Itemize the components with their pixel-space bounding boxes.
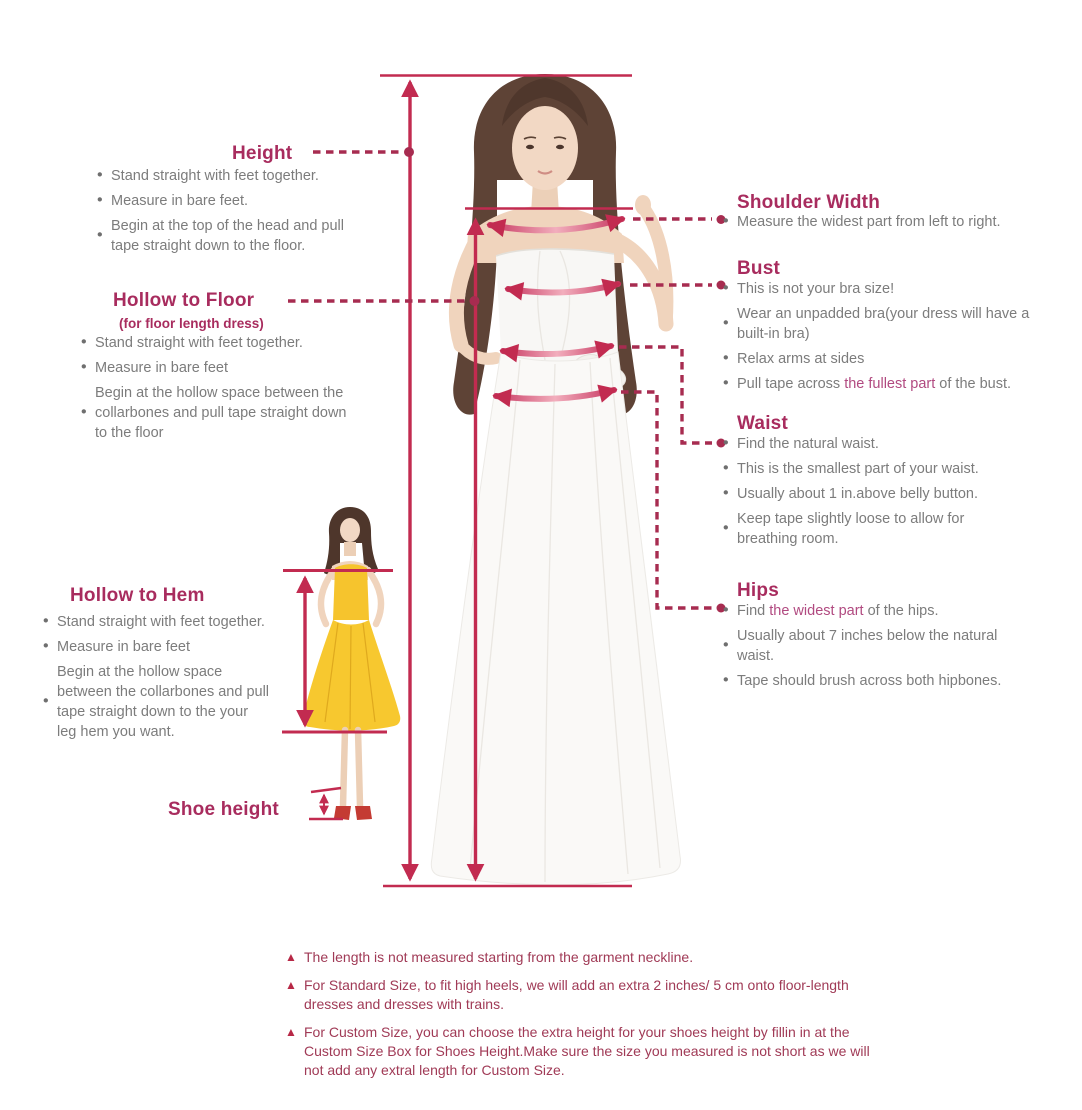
waist-bullet <box>722 509 1022 549</box>
bullet-text: of the bust. <box>935 376 1012 392</box>
small-figure-illustration <box>303 507 400 820</box>
waist-bullet <box>722 434 1022 454</box>
hollow-to-floor-bullets <box>80 333 348 448</box>
hollow-to-floor-bullet <box>80 358 348 378</box>
waist-bullets <box>722 434 1022 554</box>
hollow-to-hem-bullet <box>42 612 270 632</box>
main-figure-illustration <box>431 74 680 885</box>
bullet-text: Usually about 1 in.above belly button. <box>737 486 979 502</box>
bullet-text: This is the smallest part of your waist. <box>737 461 979 477</box>
shoulder-width-bullet-list <box>722 212 1052 232</box>
note-item <box>285 1023 877 1080</box>
notes-list <box>285 948 877 1080</box>
highlighted-text: the fullest part <box>844 376 936 392</box>
bust-bullet <box>722 374 1038 394</box>
bust-title: Bust <box>737 258 781 279</box>
bust-bullet <box>722 279 1038 299</box>
height-bullet-list <box>96 166 374 256</box>
hollow-to-hem-bullets <box>42 612 270 747</box>
hollow-to-floor-connector-dot <box>470 296 480 306</box>
notes-section <box>285 948 877 1089</box>
hollow-to-floor-bullet <box>80 383 348 443</box>
bullet-text: Measure in bare feet <box>95 360 228 376</box>
warning-triangle-icon: ▲ <box>285 978 297 993</box>
hips-bullet <box>722 671 1038 691</box>
bullet-text: For Standard Size, to fit high heels, we will add an extra 2 inches/ 5 cm onto floor-length dresses and dresses with trains. <box>304 977 849 1013</box>
main-figure-face <box>512 106 578 190</box>
hollow-to-hem-bullet <box>42 662 270 742</box>
bullet-text: Usually about 7 inches below the natural waist. <box>737 628 998 664</box>
section-height <box>232 141 292 167</box>
bullet-text: Measure in bare feet. <box>111 193 249 209</box>
bullet-text: Wear an unpadded bra(your dress will have a built-in bra) <box>737 306 1030 342</box>
bullet-text: This is not your bra size! <box>737 281 895 297</box>
bust-bullet-list <box>722 279 1038 394</box>
note-item <box>285 976 877 1014</box>
bullet-text: Begin at the hollow space between the collarbones and pull tape straight down to the floor <box>95 385 347 441</box>
small-figure-dress-bodice <box>333 564 369 620</box>
height-bullet <box>96 191 374 211</box>
bullet-text: Begin at the hollow space between the collarbones and pull tape straight down to the your leg hem you want. <box>57 664 270 740</box>
bullet-text: Find <box>737 603 770 619</box>
bullet-text: Stand straight with feet together. <box>111 168 319 184</box>
shoulder-width-bullet <box>722 212 1052 232</box>
waist-bullet-list <box>722 434 1022 549</box>
bullet-text: For Custom Size, you can choose the extra height for your shoes height by fillin in at the Custom Size Box for Shoes Height.Make sure the size you measured is not short as we will not add any extral length for Custom Size. <box>304 1024 870 1079</box>
shoe-height-top-line <box>311 788 341 792</box>
warning-triangle-icon: ▲ <box>285 950 297 964</box>
waist-bullet <box>722 459 1022 479</box>
hollow-to-hem-title: Hollow to Hem <box>70 585 205 606</box>
warning-triangle-icon: ▲ <box>285 1025 297 1040</box>
bullet-text: Find the natural waist. <box>737 436 879 452</box>
bullet-text: Pull tape across <box>737 376 845 392</box>
waist-bullet <box>722 484 1022 504</box>
note-item <box>285 948 877 967</box>
height-title: Height <box>232 143 293 164</box>
hips-title: Hips <box>737 580 779 601</box>
bullet-text: Stand straight with feet together. <box>95 335 303 351</box>
hollow-to-floor-bullet <box>80 333 348 353</box>
section-hollow-to-floor <box>113 288 264 334</box>
bullet-text: Tape should brush across both hipbones. <box>737 673 1002 689</box>
bullet-text: Begin at the top of the head and pull tape straight down to the floor. <box>111 218 344 254</box>
hollow-to-hem-bullet <box>42 637 270 657</box>
bullet-text: Measure in bare feet <box>57 639 190 655</box>
small-figure-dress-skirt <box>303 620 400 731</box>
height-bullet <box>96 166 374 186</box>
bust-bullets <box>722 279 1038 399</box>
hollow-to-hem-bullet-list <box>42 612 270 742</box>
bullet-text: The length is not measured starting from the garment neckline. <box>304 949 694 965</box>
bust-bullet <box>722 349 1038 369</box>
bullet-text: Stand straight with feet together. <box>57 614 265 630</box>
hips-bullets <box>722 601 1038 696</box>
hips-bullet <box>722 626 1038 666</box>
hollow-to-floor-subtitle: (for floor length dress) <box>119 316 264 332</box>
small-figure-face <box>340 518 360 542</box>
highlighted-text: the widest part <box>769 603 864 619</box>
height-bullet <box>96 216 374 256</box>
hips-bullet <box>722 601 1038 621</box>
shoulder-width-title: Shoulder Width <box>737 192 880 213</box>
section-hollow-to-hem <box>70 583 205 609</box>
bullet-text: Measure the widest part from left to right. <box>737 214 1001 230</box>
hollow-to-floor-title: Hollow to Floor <box>113 290 255 311</box>
height-bullets <box>96 166 374 261</box>
shoe-height-title: Shoe height <box>168 799 279 820</box>
main-figure-dress-skirt <box>431 352 680 885</box>
hollow-to-floor-bullet-list <box>80 333 348 443</box>
waist-title: Waist <box>737 413 788 434</box>
section-shoe-height <box>168 797 279 823</box>
bust-bullet <box>722 304 1038 344</box>
shoulder-width-bullets <box>722 212 1052 237</box>
bullet-text: of the hips. <box>863 603 939 619</box>
bullet-text: Relax arms at sides <box>737 351 865 367</box>
height-connector-dot <box>404 147 414 157</box>
hips-bullet-list <box>722 601 1038 691</box>
bullet-text: Keep tape slightly loose to allow for breathing room. <box>737 511 965 547</box>
